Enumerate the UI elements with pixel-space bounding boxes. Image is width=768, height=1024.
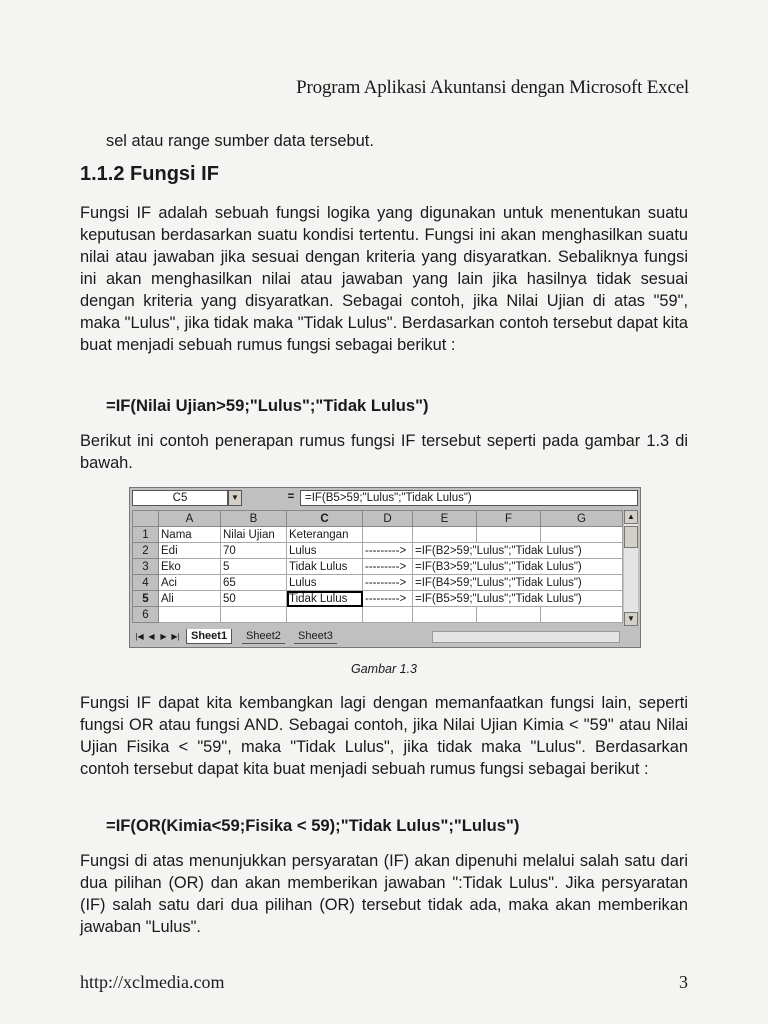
cell[interactable]: 70 (221, 543, 287, 559)
spreadsheet-figure (129, 487, 641, 648)
scroll-thumb[interactable] (624, 526, 638, 548)
vertical-scrollbar[interactable] (624, 510, 638, 626)
scroll-up-icon[interactable]: ▲ (624, 510, 638, 524)
cell[interactable]: Nama (159, 527, 221, 543)
cell[interactable]: Eko (159, 559, 221, 575)
row-header[interactable]: 2 (133, 543, 159, 559)
row-header[interactable]: 6 (133, 607, 159, 623)
column-header[interactable]: A (159, 511, 221, 527)
select-all-corner[interactable] (133, 511, 159, 527)
last-sheet-icon[interactable]: ▶| (171, 632, 180, 641)
row-header[interactable]: 5 (133, 591, 159, 607)
cell[interactable] (159, 607, 221, 623)
cell[interactable]: Lulus (287, 575, 363, 591)
paragraph-1: Fungsi IF adalah sebuah fungsi logika yang digunakan untuk menentukan suatu keputusan berdasarkan suatu kondisi tertentu. Fungsi ini akan menghasilkan suatu nilai atau jawaban jika sesuai dengan kriteria yang disyaratkan. Sebaliknya fungsi ini akan menghasilkan nilai atau jawaban yang lain jika hasilnya tidak sesuai dengan kriteria yang disyaratkan. Sebagai contoh, jika Nilai Ujian di atas "59", maka "Lulus", jika tidak maka "Tidak Lulus". Berdasarkan contoh tersebut dapat kita buat menjadi sebuah rumus fungsi sebagai berikut : (80, 204, 688, 354)
table-row (133, 527, 623, 543)
table-row (133, 559, 623, 575)
cell[interactable]: Edi (159, 543, 221, 559)
intro-line: sel atau range sumber data tersebut. (106, 132, 374, 150)
cell[interactable]: ---------> (363, 591, 413, 607)
cell[interactable]: =IF(B4>59;"Lulus";"Tidak Lulus") (413, 575, 623, 591)
paragraph-3: Fungsi IF dapat kita kembangkan lagi dengan memanfaatkan fungsi lain, seperti fungsi OR atau fungsi AND. Sebagai contoh, jika Nilai Ujian Kimia < "59" atau Nilai Ujian Fisika < "59", maka "Tidak Lulus", jika tidak maka "Lulus". Berdasarkan contoh tersebut dapat kita buat menjadi sebuah rumus fungsi sebagai berikut : (80, 694, 688, 778)
chevron-down-icon[interactable]: ▼ (228, 490, 242, 506)
equals-button[interactable]: = (287, 491, 295, 503)
cell[interactable]: ---------> (363, 543, 413, 559)
footer-url: http://xclmedia.com (80, 972, 225, 992)
cell[interactable] (363, 527, 413, 543)
cell[interactable]: 65 (221, 575, 287, 591)
paragraph-4: Fungsi di atas menunjukkan persyaratan (IF) akan dipenuhi melalui salah satu dari dua pilihan (OR) dan akan memberikan jawaban ":Tidak Lulus". Jika persyaratan (IF) salah satu dari dua pilihan (OR) tersebut tidak ada, maka akan memberikan jawaban "Lulus". (80, 852, 688, 936)
sheet-tab-bar (132, 629, 638, 645)
cell[interactable] (413, 607, 477, 623)
cell[interactable]: 50 (221, 591, 287, 607)
column-header[interactable]: G (541, 511, 623, 527)
cell[interactable]: Ali (159, 591, 221, 607)
column-header[interactable]: B (221, 511, 287, 527)
name-box[interactable]: C5 (132, 490, 228, 506)
column-header[interactable]: E (413, 511, 477, 527)
table-row (133, 591, 623, 607)
cell-grid (132, 510, 623, 623)
cell[interactable]: Nilai Ujian (221, 527, 287, 543)
cell[interactable]: Keterangan (287, 527, 363, 543)
next-sheet-icon[interactable]: ▶ (160, 632, 167, 641)
cell[interactable] (541, 527, 623, 543)
first-sheet-icon[interactable]: |◀ (135, 632, 144, 641)
formula-input[interactable]: =IF(B5>59;"Lulus";"Tidak Lulus") (300, 490, 638, 506)
cell[interactable]: Aci (159, 575, 221, 591)
page-number: 3 (679, 972, 688, 992)
paragraph-2: Berikut ini contoh penerapan rumus fungsi IF tersebut seperti pada gambar 1.3 di bawah. (80, 432, 688, 472)
column-header[interactable]: D (363, 511, 413, 527)
cell[interactable] (477, 527, 541, 543)
section-heading: 1.1.2 Fungsi IF (80, 163, 219, 185)
row-header[interactable]: 4 (133, 575, 159, 591)
cell[interactable] (541, 607, 623, 623)
cell[interactable]: =IF(B5>59;"Lulus";"Tidak Lulus") (413, 591, 623, 607)
formula-2: =IF(OR(Kimia<59;Fisika < 59);"Tidak Lulus";"Lulus") (106, 816, 520, 835)
horizontal-scrollbar[interactable] (432, 631, 620, 643)
running-header: Program Aplikasi Akuntansi dengan Microsoft Excel (296, 77, 689, 98)
cell[interactable] (287, 607, 363, 623)
formula-1: =IF(Nilai Ujian>59;"Lulus";"Tidak Lulus") (106, 396, 429, 415)
cell[interactable]: Tidak Lulus (287, 559, 363, 575)
cell[interactable]: =IF(B2>59;"Lulus";"Tidak Lulus") (413, 543, 623, 559)
cell[interactable]: ---------> (363, 575, 413, 591)
table-row (133, 607, 623, 623)
tab-sheet3[interactable]: Sheet3 (294, 629, 337, 644)
tab-sheet2[interactable]: Sheet2 (242, 629, 285, 644)
formula-bar (132, 490, 638, 508)
cell[interactable]: =IF(B3>59;"Lulus";"Tidak Lulus") (413, 559, 623, 575)
cell[interactable] (221, 607, 287, 623)
tab-sheet1[interactable]: Sheet1 (186, 629, 232, 644)
scroll-down-icon[interactable]: ▼ (624, 612, 638, 626)
table-row (133, 543, 623, 559)
row-header[interactable]: 1 (133, 527, 159, 543)
prev-sheet-icon[interactable]: ◀ (148, 632, 155, 641)
column-header[interactable]: F (477, 511, 541, 527)
figure-caption: Gambar 1.3 (350, 662, 417, 676)
cell[interactable] (363, 607, 413, 623)
cell[interactable] (477, 607, 541, 623)
cell[interactable] (413, 527, 477, 543)
row-header[interactable]: 3 (133, 559, 159, 575)
column-header[interactable]: C (287, 511, 363, 527)
selected-cell[interactable]: Tidak Lulus (287, 591, 363, 607)
cell[interactable]: 5 (221, 559, 287, 575)
cell[interactable]: ---------> (363, 559, 413, 575)
table-row (133, 575, 623, 591)
cell[interactable]: Lulus (287, 543, 363, 559)
